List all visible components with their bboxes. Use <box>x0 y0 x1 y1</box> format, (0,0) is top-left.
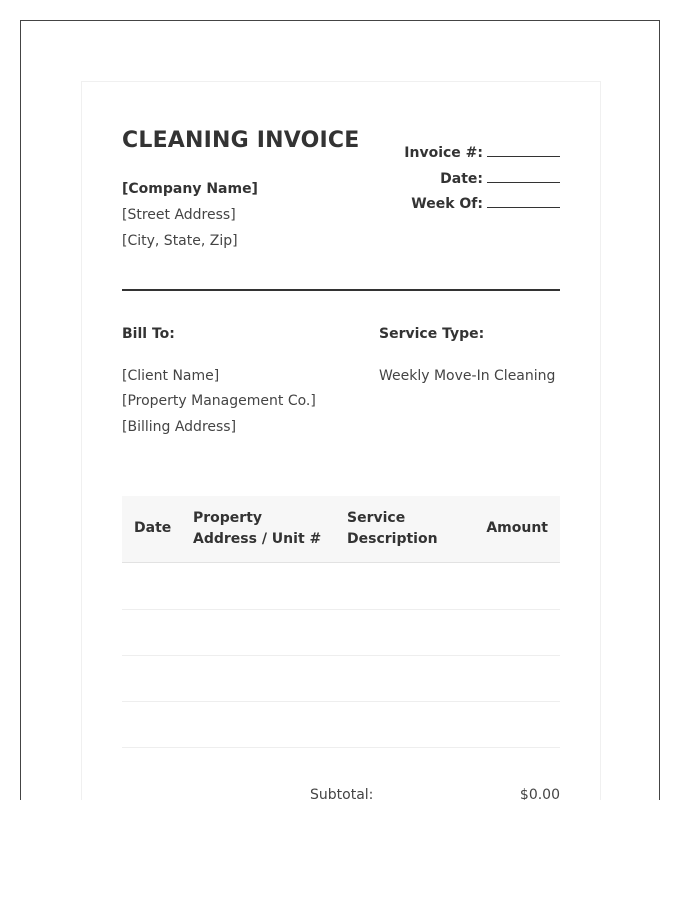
company-city: [City, State, Zip] <box>122 233 238 249</box>
col-header-amount: Amount <box>486 520 548 536</box>
col-header-property-line1: Property <box>193 510 263 526</box>
client-name: [Client Name] <box>122 368 220 384</box>
service-type-value: Weekly Move-In Cleaning <box>379 368 556 384</box>
table-row[interactable] <box>122 655 560 702</box>
invoice-number-label: Invoice #: <box>404 145 483 161</box>
document-frame <box>20 20 660 800</box>
company-street: [Street Address] <box>122 207 236 223</box>
company-name: [Company Name] <box>122 181 258 197</box>
invoice-date-blank[interactable] <box>487 169 560 183</box>
col-header-property <box>193 508 321 550</box>
col-header-property-line2: Address / Unit # <box>193 531 322 547</box>
col-header-service-line2: Description <box>347 531 438 547</box>
table-row[interactable] <box>122 563 560 610</box>
table-row[interactable] <box>122 701 560 748</box>
col-header-service <box>347 508 438 550</box>
invoice-date-label: Date: <box>440 171 483 187</box>
table-row[interactable] <box>122 609 560 656</box>
subtotal-label: Subtotal: <box>310 787 374 800</box>
week-of-field[interactable] <box>411 194 560 212</box>
table-header <box>122 496 560 563</box>
header-divider <box>122 289 560 291</box>
subtotal-value: $0.00 <box>519 787 560 800</box>
week-of-label: Week Of: <box>411 196 483 212</box>
bill-to-label: Bill To: <box>122 326 175 342</box>
col-header-service-line1: Service <box>347 510 406 526</box>
service-type-label: Service Type: <box>379 326 485 342</box>
invoice-number-field[interactable] <box>404 143 560 161</box>
invoice-title: CLEANING INVOICE <box>122 128 360 153</box>
week-of-blank[interactable] <box>487 194 560 208</box>
invoice-number-blank[interactable] <box>487 143 560 157</box>
billing-address: [Billing Address] <box>122 419 237 435</box>
property-management-co: [Property Management Co.] <box>122 393 316 409</box>
col-header-date: Date <box>134 520 172 536</box>
invoice-date-field[interactable] <box>440 169 560 187</box>
invoice-page <box>81 81 601 800</box>
